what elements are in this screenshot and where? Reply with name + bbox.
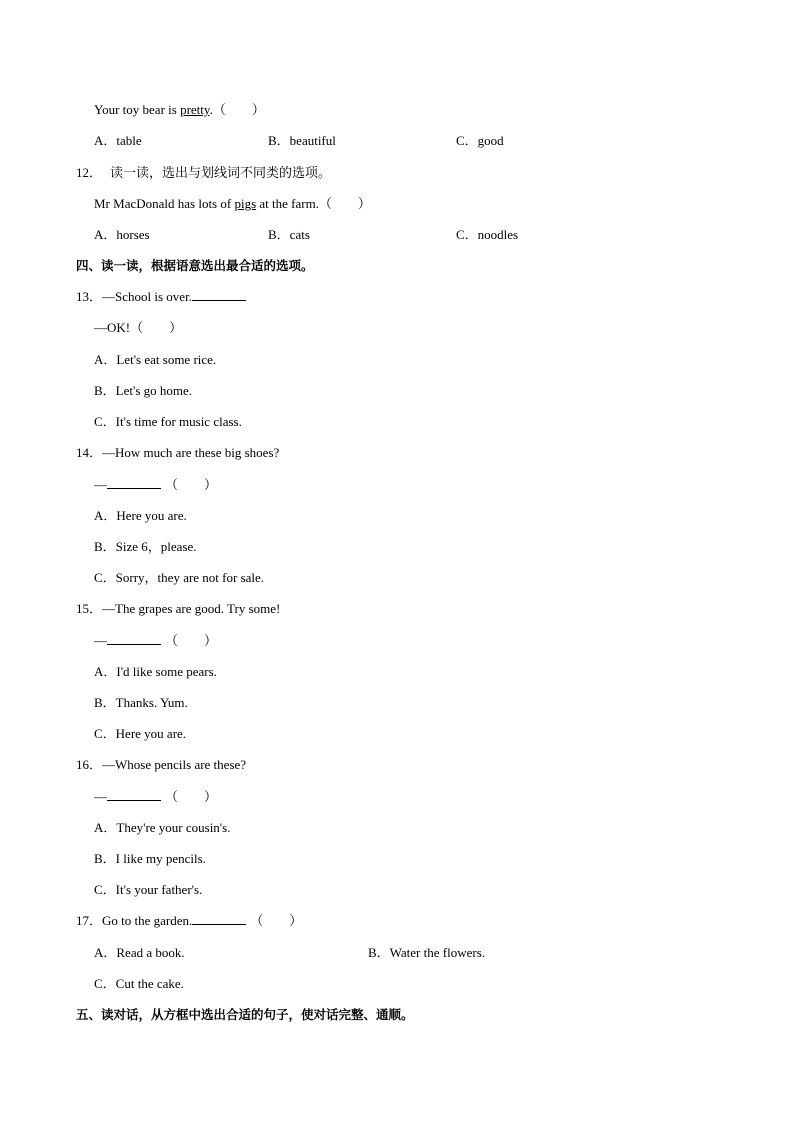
q15-reply: — （ ）: [94, 633, 218, 648]
q15-option-b[interactable]: B．Thanks. Yum.: [94, 695, 188, 710]
q13-option-b[interactable]: B．Let's go home.: [94, 383, 193, 398]
q12-option-c[interactable]: C．noodles: [456, 227, 519, 242]
q14-reply: — （ ）: [94, 477, 218, 492]
q17-option-a[interactable]: A．Read a book.: [94, 945, 185, 960]
q17-stem: 17．Go to the garden. （ ）: [76, 913, 303, 928]
q14-option-a[interactable]: A．Here you are.: [94, 508, 187, 523]
q14-option-c[interactable]: C．Sorry，they are not for sale.: [94, 570, 265, 585]
q16-answer-blank[interactable]: [107, 789, 161, 801]
q13-answer-blank[interactable]: [192, 289, 246, 301]
q11-option-c[interactable]: C．good: [456, 133, 504, 148]
q13-option-a[interactable]: A．Let's eat some rice.: [94, 352, 217, 367]
q14-answer-blank[interactable]: [107, 477, 161, 489]
q11-stem: Your toy bear is pretty.（ ）: [94, 102, 265, 117]
q15-option-a[interactable]: A．I'd like some pears.: [94, 664, 217, 679]
q17-option-b[interactable]: B．Water the flowers.: [368, 945, 486, 960]
q14-option-b[interactable]: B．Size 6，please.: [94, 539, 197, 554]
q14-stem: 14．—How much are these big shoes?: [76, 445, 280, 460]
q17-answer-blank[interactable]: [192, 913, 246, 925]
q12-option-a[interactable]: A．horses: [94, 227, 150, 242]
q15-answer-blank[interactable]: [107, 633, 161, 645]
q17-option-c[interactable]: C．Cut the cake.: [94, 976, 184, 991]
section-4-heading: 四、读一读，根据语意选出最合适的选项。: [76, 258, 314, 273]
q13-option-c[interactable]: C．It's time for music class.: [94, 414, 242, 429]
q12-option-b[interactable]: B．cats: [268, 227, 310, 242]
q13-stem: 13．—School is over.: [76, 289, 246, 305]
q16-reply: — （ ）: [94, 789, 218, 804]
q13-reply: —OK!（ ）: [94, 320, 183, 335]
q11-option-b[interactable]: B．beautiful: [268, 133, 336, 148]
q12-underlined-word: pigs: [234, 196, 257, 211]
q12-stem: Mr MacDonald has lots of pigs at the farm.（ ）: [94, 196, 371, 211]
q12-instruction: 12． 读一读，选出与划线词不同类的选项。: [76, 165, 332, 180]
q16-option-c[interactable]: C．It's your father's.: [94, 882, 203, 897]
q15-option-c[interactable]: C．Here you are.: [94, 726, 187, 741]
q11-option-a[interactable]: A．table: [94, 133, 142, 148]
q15-stem: 15．—The grapes are good. Try some!: [76, 601, 281, 616]
section-5-heading: 五、读对话，从方框中选出合适的句子，使对话完整、通顺。: [76, 1007, 414, 1022]
q12-number: 12．: [76, 165, 103, 180]
q11-underlined-word: pretty: [180, 102, 210, 117]
q16-option-a[interactable]: A．They're your cousin's.: [94, 820, 231, 835]
q16-stem: 16．—Whose pencils are these?: [76, 757, 247, 772]
q16-option-b[interactable]: B．I like my pencils.: [94, 851, 206, 866]
